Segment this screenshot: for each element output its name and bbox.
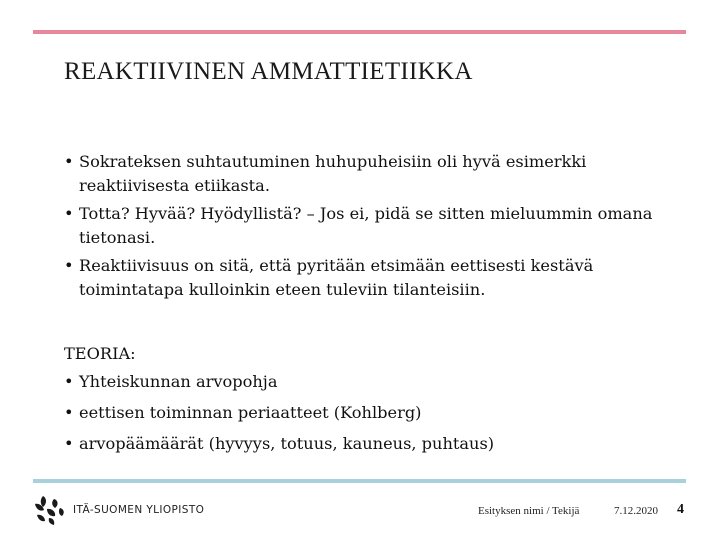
- page-number: 4: [677, 502, 684, 517]
- list-item: [64, 202, 664, 250]
- bullet-icon: •: [64, 434, 74, 453]
- bottom-accent-bar: [33, 479, 686, 483]
- bullet-icon: •: [64, 152, 74, 171]
- main-bullet-list: [64, 150, 664, 302]
- bullet-icon: •: [64, 403, 74, 422]
- bullet-text: Yhteiskunnan arvopohja: [79, 372, 278, 391]
- bullet-text: Reaktiivisuus on sitä, että pyritään etsimään eettisesti kestävä toimintatapa kulloinkin eteen tuleviin tilanteisiin.: [79, 256, 594, 299]
- bullet-text: Totta? Hyvää? Hyödyllistä? – Jos ei, pidä se sitten mieluummin omana tietonasi.: [79, 204, 653, 247]
- list-item: [64, 150, 664, 198]
- bullet-icon: •: [64, 372, 74, 391]
- bullet-icon: •: [64, 256, 74, 275]
- bullet-text: Sokrateksen suhtautuminen huhupuheisiin oli hyvä esimerkki reaktiivisesta etiikasta.: [79, 152, 587, 195]
- theory-heading: TEORIA:: [64, 344, 136, 363]
- bullet-text: eettisen toiminnan periaatteet (Kohlberg): [79, 403, 422, 422]
- theory-bullet-list: [64, 370, 664, 456]
- list-item: [64, 254, 664, 302]
- footer-date: 7.12.2020: [614, 505, 658, 517]
- bullet-icon: •: [64, 204, 74, 223]
- list-item: [64, 432, 664, 456]
- list-item: [64, 370, 664, 394]
- logo-wordmark: ITÄ-SUOMEN YLIOPISTO: [73, 504, 205, 516]
- list-item: [64, 401, 664, 425]
- slide-content: [64, 150, 664, 463]
- university-logo: [33, 492, 204, 528]
- top-accent-bar: [33, 30, 686, 34]
- bullet-text: arvopäämäärät (hyvyys, totuus, kauneus, puhtaus): [79, 434, 495, 453]
- slide-title: REAKTIIVINEN AMMATTIETIIKKA: [64, 58, 473, 85]
- university-leaf-logo-icon: [33, 494, 67, 526]
- footer-author: Esityksen nimi / Tekijä: [478, 505, 580, 517]
